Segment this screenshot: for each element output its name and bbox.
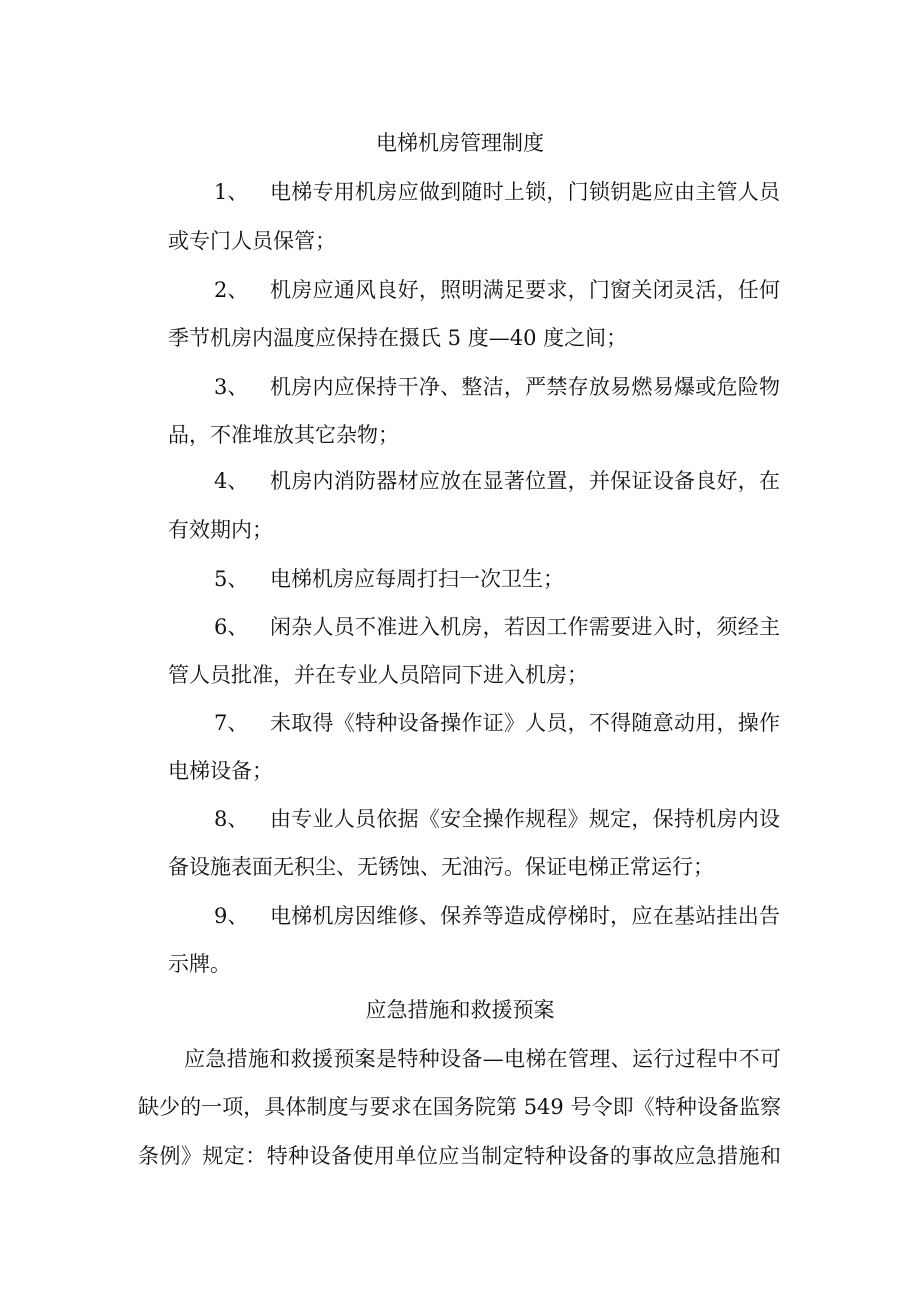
rule-item-1-number: 1、 <box>214 180 249 204</box>
rule-item-7-line1: 未取得《特种设备操作证》人员，不得随意动用，操作 <box>270 711 780 735</box>
rule-item-6-line1: 闲杂人员不准进入机房，若因工作需要进入时，须经主 <box>270 615 780 639</box>
section2-title: 应急措施和救援预案 <box>365 998 555 1022</box>
rule-item-3-number: 3、 <box>214 375 249 399</box>
rule-item-5-line1: 电梯机房应每周打扫一次卫生； <box>270 567 564 591</box>
rule-item-7-number: 7、 <box>214 711 249 735</box>
rule-item-4-line2: 有效期内； <box>168 518 273 542</box>
rule-item-8-line2: 备设施表面无积尘、无锈蚀、无油污。保证电梯正常运行； <box>168 855 714 879</box>
rule-item-6-line2: 管人员批准，并在专业人员陪同下进入机房； <box>168 663 588 687</box>
rule-item-8-line1: 由专业人员依据《安全操作规程》规定，保持机房内设 <box>270 807 780 831</box>
rule-item-8-number: 8、 <box>214 807 249 831</box>
rule-item-3-line2: 品，不准堆放其它杂物； <box>168 423 399 447</box>
rule-item-3-line1: 机房内应保持干净、整洁，严禁存放易燃易爆或危险物 <box>270 375 780 399</box>
rule-item-4-line1: 机房内消防器材应放在显著位置，并保证设备良好，在 <box>270 469 780 493</box>
rule-item-4-number: 4、 <box>214 469 249 493</box>
rule-item-2-line1: 机房应通风良好，照明满足要求，门窗关闭灵活，任何 <box>270 278 780 302</box>
section2-line-2: 缺少的一项，具体制度与要求在国务院第 549 号令即《特种设备监察 <box>138 1095 781 1119</box>
rule-item-2-line2: 季节机房内温度应保持在摄氏 5 度—40 度之间； <box>168 326 628 350</box>
section2-line-1: 应急措施和救援预案是特种设备—电梯在管理、运行过程中不可 <box>184 1047 781 1071</box>
rule-item-7-line2: 电梯设备； <box>168 759 273 783</box>
rule-item-9-line1: 电梯机房因维修、保养等造成停梯时，应在基站挂出告 <box>270 904 780 928</box>
section2-line-3: 条例》规定：特种设备使用单位应当制定特种设备的事故应急措施和 <box>138 1144 781 1168</box>
rule-item-6-number: 6、 <box>214 615 249 639</box>
rule-item-5-number: 5、 <box>214 567 249 591</box>
section1-title: 电梯机房管理制度 <box>376 131 544 155</box>
rule-item-1-line2: 或专门人员保管； <box>168 229 336 253</box>
rule-item-9-line2: 示牌。 <box>168 952 231 976</box>
rule-item-2-number: 2、 <box>214 278 249 302</box>
rule-item-1-line1: 电梯专用机房应做到随时上锁，门锁钥匙应由主管人员 <box>270 180 780 204</box>
rule-item-9-number: 9、 <box>214 904 249 928</box>
